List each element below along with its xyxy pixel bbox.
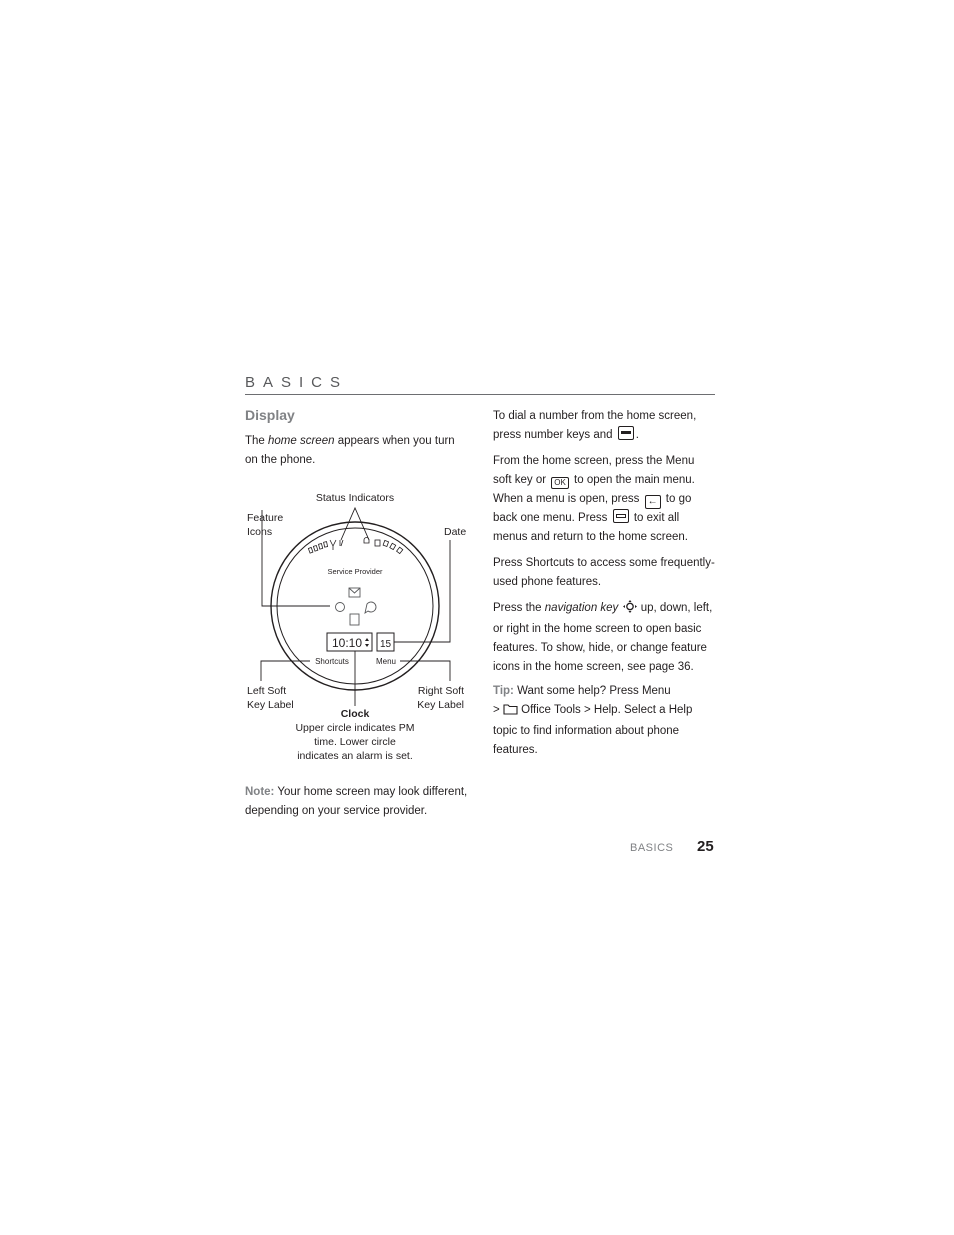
clock-caption: Clock Upper circle indicates PM time. Lower circle indicates an alarm is set. <box>295 708 415 762</box>
intro-paragraph: The home screen appears when you turn on the phone. <box>245 435 455 466</box>
end-key-icon <box>618 426 634 440</box>
shortcuts-paragraph: Press Shortcuts to access some frequently-used phone features. <box>493 557 715 588</box>
section-divider <box>245 394 715 395</box>
navigation-key-icon <box>622 600 638 620</box>
ok-key-icon: OK <box>551 477 569 489</box>
feature-icons-label: Feature Icons <box>247 512 284 538</box>
menu-soft-label: Menu <box>375 657 397 666</box>
back-key-icon: ← <box>645 495 661 509</box>
status-indicators-label: Status Indicators <box>315 492 395 504</box>
service-provider-text: Service Provider <box>327 567 383 576</box>
recent-calls-icon <box>336 603 345 612</box>
left-soft-key-label: Left Soft Key Label <box>247 685 294 711</box>
status-icons <box>308 538 402 554</box>
clear-key-icon <box>613 509 629 523</box>
tip-paragraph: Tip: Want some help? Press Menu > Office Tools > Help. Select a Help topic to find information about phone features. <box>493 685 693 756</box>
right-soft-key-label: Right Soft Key Label <box>417 685 464 711</box>
footer-section: BASICS <box>630 842 674 854</box>
folder-icon <box>503 703 518 722</box>
date-value: 15 <box>379 639 392 650</box>
dial-paragraph: To dial a number from the home screen, press number keys and . <box>493 410 697 441</box>
page-number: 25 <box>697 838 714 855</box>
feature-icons <box>336 588 377 625</box>
menu-paragraph: From the home screen, press the Menu soft key or OK to open the main menu. When a menu is open, press ← to go back one menu. Press to exit all menus and return to the home screen. <box>493 455 695 543</box>
clock-value: 10:10 <box>331 636 363 650</box>
note-paragraph: Note: Your home screen may look different, depending on your service provider. <box>245 786 468 817</box>
section-title: BASICS <box>245 374 349 391</box>
web-icon <box>365 602 376 613</box>
date-label: Date <box>444 526 467 538</box>
contacts-icon <box>350 614 359 625</box>
display-heading: Display <box>245 407 295 423</box>
shortcuts-soft-label: Shortcuts <box>315 657 349 666</box>
navigation-paragraph: Press the navigation key up, down, left, or right in the home screen to open basic features. To show, hide, or change feature icons in the home screen, see page 36. <box>493 602 713 673</box>
